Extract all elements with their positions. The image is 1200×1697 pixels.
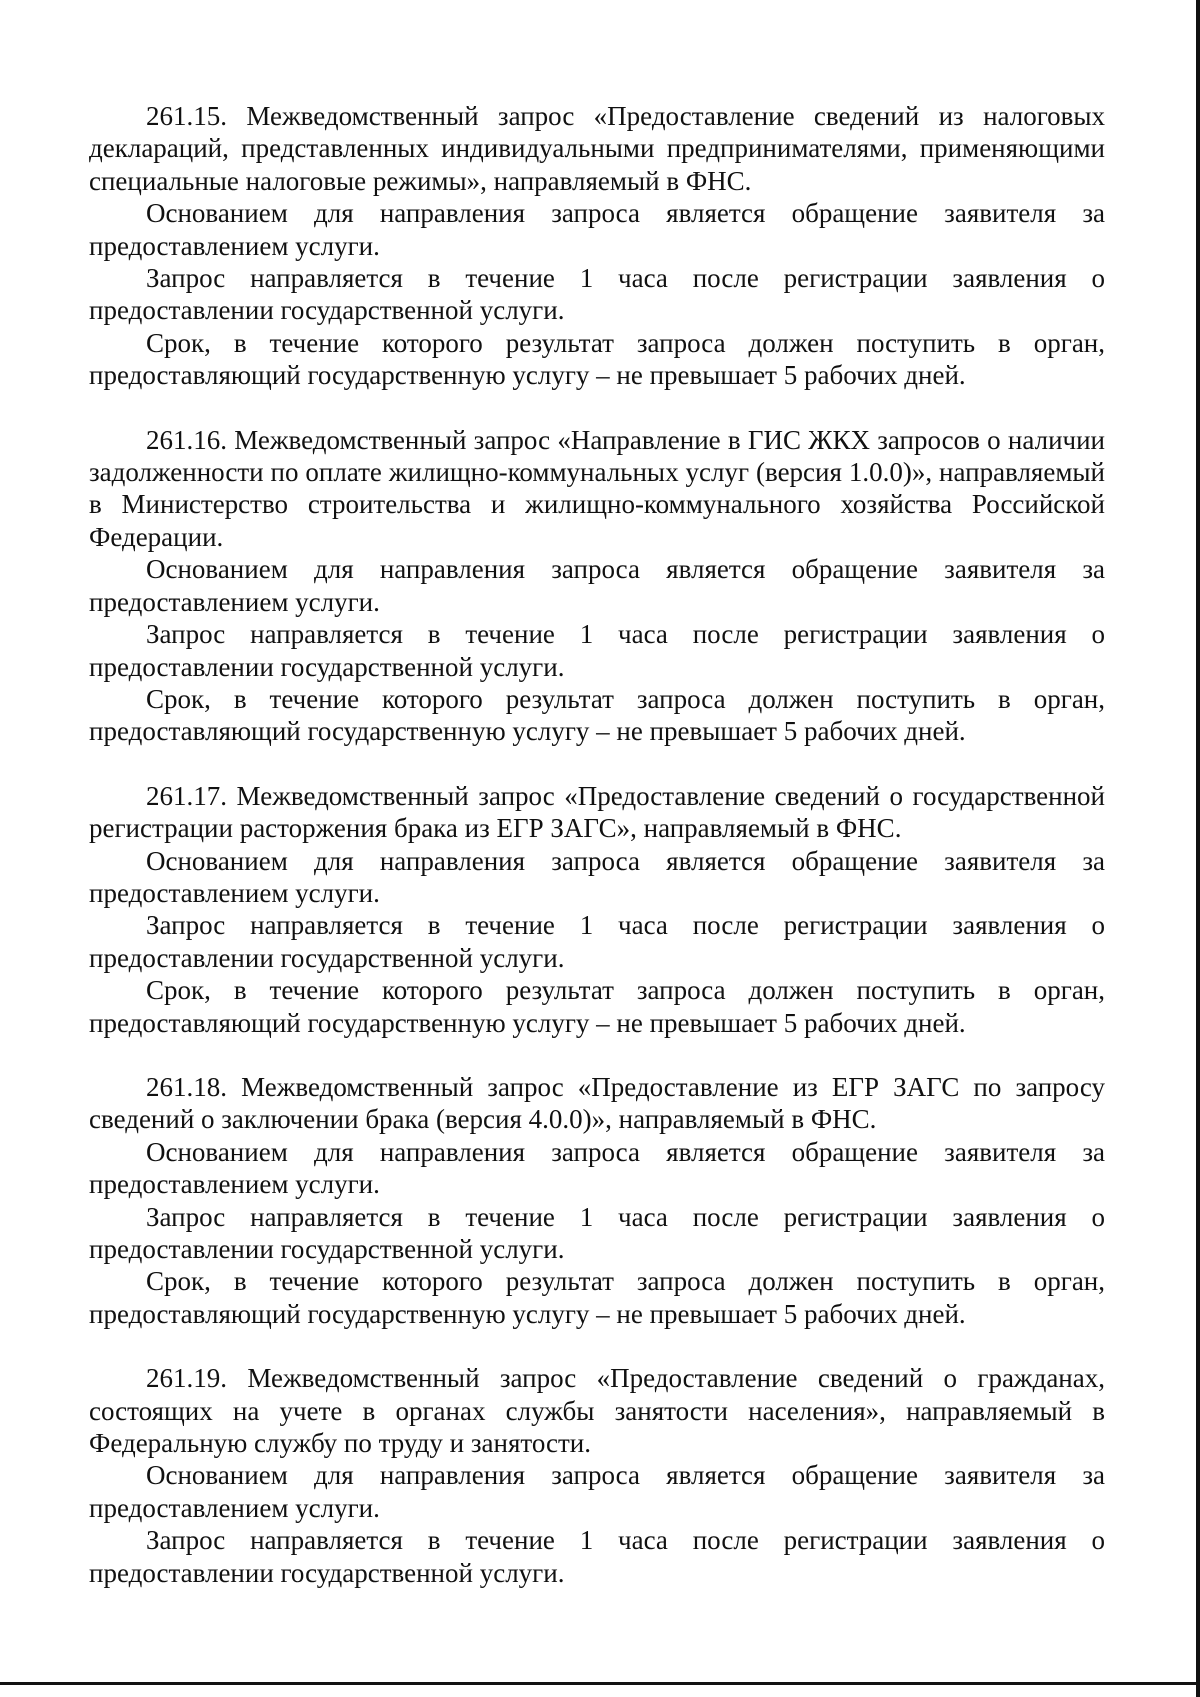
scan-edge-right: [1196, 0, 1200, 1697]
deadline-paragraph: Срок, в течение которого результат запроса должен поступить в орган, предоставляющий государственную услугу – не превышает 5 рабочих дней.: [89, 683, 1105, 747]
timing-paragraph: Запрос направляется в течение 1 часа после регистрации заявления о предоставлении государственной услуги.: [89, 1525, 1105, 1588]
section-261-18: [89, 1071, 1105, 1330]
basis-paragraph: Основанием для направления запроса является обращение заявителя за предоставлением услуги.: [89, 554, 1105, 617]
section-heading: 261.18. Межведомственный запрос «Предоставление из ЕГР ЗАГС по запросу сведений о заключении брака (версия 4.0.0)», направляемый в ФНС.: [89, 1071, 1105, 1135]
section-heading: 261.16. Межведомственный запрос «Направление в ГИС ЖКХ запросов о наличии задолженности по оплате жилищно-коммунальных услуг (версия 1.0.0)», направляемый в Министерство строительства и жилищно-коммунального хозяйства Российской Федерации.: [89, 424, 1105, 552]
basis-paragraph: Основанием для направления запроса является обращение заявителя за предоставлением услуги.: [89, 1136, 1105, 1200]
basis-paragraph: Основанием для направления запроса является обращение заявителя за предоставлением услуги.: [89, 1460, 1105, 1523]
timing-paragraph: Запрос направляется в течение 1 часа после регистрации заявления о предоставлении государственной услуги.: [89, 619, 1105, 682]
basis-paragraph: Основанием для направления запроса является обращение заявителя за предоставлением услуги.: [89, 198, 1105, 261]
section-heading: 261.15. Межведомственный запрос «Предоставление сведений из налоговых деклараций, представленных индивидуальными предпринимателями, применяющими специальные налоговые режимы», направляемый в ФНС.: [89, 101, 1105, 196]
timing-paragraph: Запрос направляется в течение 1 часа после регистрации заявления о предоставлении государственной услуги.: [89, 263, 1105, 326]
section-261-15: [89, 100, 1105, 392]
timing-paragraph: Запрос направляется в течение 1 часа после регистрации заявления о предоставлении государственной услуги.: [89, 910, 1105, 973]
section-261-16: [89, 424, 1105, 748]
section-261-19: [89, 1362, 1105, 1589]
section-261-17: [89, 780, 1105, 1039]
deadline-paragraph: Срок, в течение которого результат запроса должен поступить в орган, предоставляющий государственную услугу – не превышает 5 рабочих дней.: [89, 327, 1105, 391]
deadline-paragraph: Срок, в течение которого результат запроса должен поступить в орган, предоставляющий государственную услугу – не превышает 5 рабочих дней.: [89, 975, 1105, 1038]
section-heading: 261.17. Межведомственный запрос «Предоставление сведений о государственной регистрации расторжения брака из ЕГР ЗАГС», направляемый в ФНС.: [89, 780, 1105, 844]
deadline-paragraph: Срок, в течение которого результат запроса должен поступить в орган, предоставляющий государственную услугу – не превышает 5 рабочих дней.: [89, 1266, 1105, 1329]
timing-paragraph: Запрос направляется в течение 1 часа после регистрации заявления о предоставлении государственной услуги.: [89, 1201, 1105, 1264]
document-body: [89, 100, 1105, 1621]
scan-edge-bottom: [0, 1682, 1200, 1685]
section-heading: 261.19. Межведомственный запрос «Предоставление сведений о гражданах, состоящих на учете в органах службы занятости населения», направляемый в Федеральную службу по труду и занятости.: [89, 1363, 1105, 1459]
basis-paragraph: Основанием для направления запроса является обращение заявителя за предоставлением услуги.: [89, 845, 1105, 908]
